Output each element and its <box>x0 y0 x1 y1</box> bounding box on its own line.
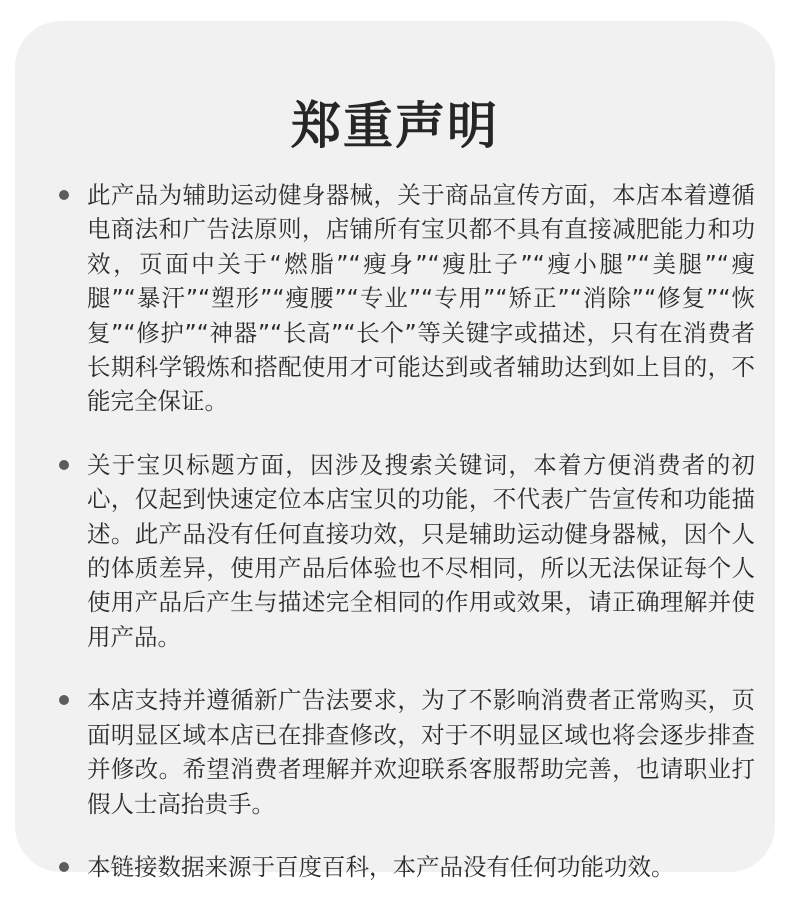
list-item <box>70 448 755 654</box>
disclaimer-card <box>15 21 775 881</box>
bullet-icon <box>59 460 69 470</box>
list-item <box>70 683 755 821</box>
page-title: 郑重声明 <box>291 97 499 155</box>
list-item <box>70 178 755 419</box>
list-item-text: 本链接数据来源于百度百科，本产品没有任何功能功效。 <box>87 852 675 881</box>
bullet-icon <box>59 695 69 705</box>
list-item <box>70 850 755 884</box>
bullet-icon <box>59 190 69 200</box>
list-item-text: 关于宝贝标题方面，因涉及搜索关键词，本着方便消费者的初心，仅起到快速定位本店宝贝的功能，不代表广告宣传和功能描述。此产品没有任何直接功效，只是辅助运动健身器械，因个人的体质差异，使用产品后体验也不尽相同，所以无法保证每个人使用产品后产生与描述完全相同的作用或效果，请正确理解并使用产品。 <box>87 450 755 651</box>
bullet-icon <box>59 862 69 872</box>
disclaimer-list <box>70 178 755 913</box>
list-item-text: 此产品为辅助运动健身器械，关于商品宣传方面，本店本着遵循电商法和广告法原则，店铺所有宝贝都不具有直接减肥能力和功效，页面中关于“燃脂”“瘦身”“瘦肚子”“瘦小腿”“美腿”“瘦腿”“暴汗”“塑形”“瘦腰”“专业”“专用”“矫正”“消除”“修复”“恢复”“修护”“神器”“长高”“长个”等关键字或描述，只有在消费者长期科学锻炼和搭配使用才可能达到或者辅助达到如上目的，不能完全保证。 <box>87 181 755 416</box>
list-item-text: 本店支持并遵循新广告法要求，为了不影响消费者正常购买，页面明显区域本店已在排查修改，对于不明显区域也将会逐步排查并修改。希望消费者理解并欢迎联系客服帮助完善，也请职业打假人士高抬贵手。 <box>87 686 755 818</box>
